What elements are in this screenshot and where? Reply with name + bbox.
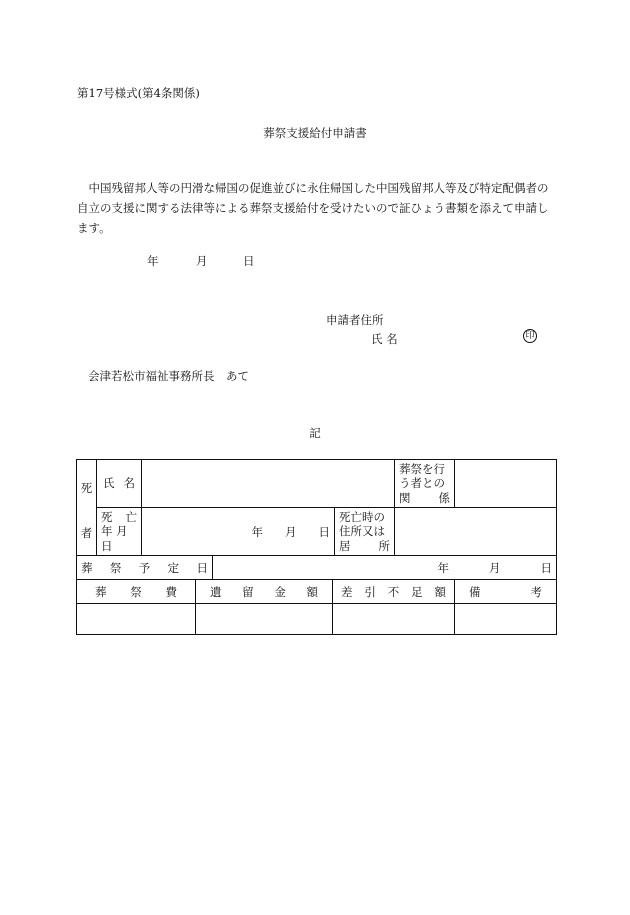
relation-field[interactable] — [455, 460, 557, 508]
application-table — [76, 459, 557, 635]
body-text: 中国残留邦人等の円滑な帰国の促進並びに永住帰国した中国残留邦人等及び特定配偶者の自立の支援に関する法律等による葬祭支援給付を受けたいので証ひょう書類を添えて申請します。 — [77, 181, 549, 235]
funeral-date-field[interactable]: 年 月 日 — [213, 556, 557, 580]
deceased-name-field[interactable] — [142, 460, 395, 508]
death-date-label: 死 亡 年 月 日 — [97, 508, 142, 556]
death-address-field[interactable] — [395, 508, 557, 556]
document-title: 葬祭支援給付申請書 — [263, 126, 367, 140]
seal-mark: 印 — [523, 329, 537, 343]
shortfall-header: 差 引 不 足 額 — [333, 580, 455, 604]
funeral-cost-header: 葬 祭 費 — [77, 580, 196, 604]
form-number: 第17号様式(第4条関係) — [77, 86, 200, 100]
funeral-cost-field[interactable] — [77, 604, 196, 635]
deceased-label: 死 者 — [77, 460, 97, 556]
death-address-label: 死亡時の 住所又は 居 所 — [335, 508, 395, 556]
date-year-label: 年 — [147, 254, 159, 268]
remarks-field[interactable] — [455, 604, 557, 635]
shortfall-field[interactable] — [333, 604, 455, 635]
relation-label: 葬祭を行 う者との 関 係 — [395, 460, 455, 508]
remaining-money-header: 遺 留 金 額 — [196, 580, 333, 604]
ki-heading: 記 — [309, 426, 321, 440]
death-date-field[interactable]: 年 月 日 — [142, 508, 335, 556]
funeral-date-label: 葬 祭 予 定 日 — [77, 556, 213, 580]
date-month-label: 月 — [196, 254, 208, 268]
applicant-address-label: 申請者住所 — [326, 313, 384, 327]
addressee: 会津若松市福祉事務所長 あて — [88, 369, 249, 383]
date-day-label: 日 — [243, 254, 255, 268]
applicant-name-label: 氏 名 — [371, 332, 398, 346]
remaining-money-field[interactable] — [196, 604, 333, 635]
remarks-header: 備 考 — [455, 580, 557, 604]
name-label-cell: 氏 名 — [97, 460, 142, 508]
